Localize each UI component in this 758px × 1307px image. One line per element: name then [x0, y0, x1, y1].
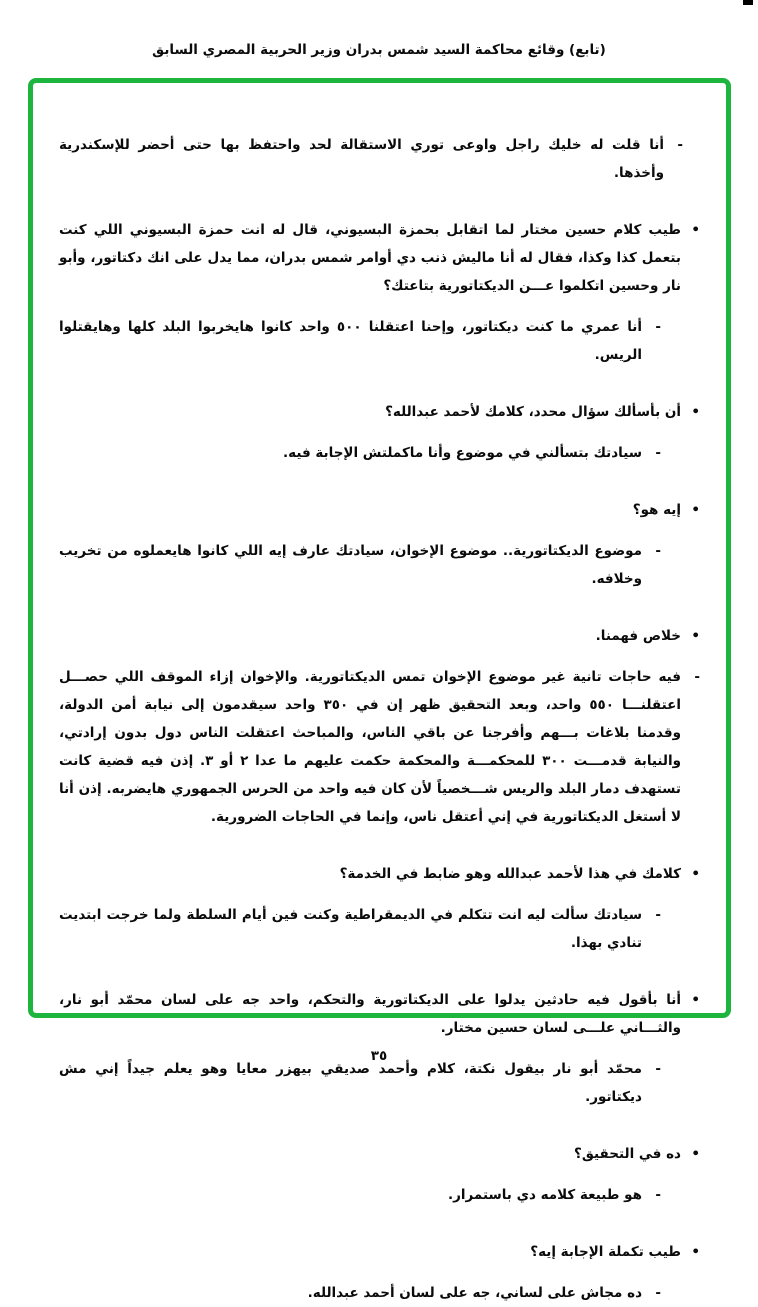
- dash-marker: -: [655, 543, 661, 559]
- dialog-item: [59, 537, 700, 593]
- dialog-item: [59, 1238, 700, 1266]
- dialog-text: موضوع الديكتاتورية.. موضوع الإخوان، سيادتك عارف إيه اللي كانوا هايعملوه من تخريب وخلافه.: [59, 543, 642, 587]
- dialog-item: [59, 1181, 700, 1209]
- dialog-text: طيب كلام حسين مختار لما اتقابل بحمزة البسيوني، قال له انت حمزة البسيوني اللي كنت بتعمل كذا وكذا، فقال له أنا ماليش ذنب دي أوامر شمس بدران، مما يدل على انك دكتاتور، وأبو نار وحسين اتكلموا عـــن الديكتاتورية بتاعتك؟: [59, 222, 681, 294]
- dialog-text: محمّد أبو نار بيقول نكتة، كلام وأحمد صديقي بيهزر معايا وهو يعلم جيداً إني مش ديكتاتور.: [59, 1061, 642, 1105]
- dialog-text: أنا بأقول فيه حادثين يدلوا على الديكتاتورية والتحكم، واحد جه على لسان محمّد أبو نار، والثـــاني علـــى لسان حسين مختار.: [59, 992, 681, 1036]
- dialog-item: [59, 901, 700, 957]
- page-header: (تابع) وقائع محاكمة السيد شمس بدران وزير الحربية المصري السابق: [152, 42, 606, 58]
- page-number: ٣٥: [370, 1048, 388, 1064]
- dash-marker: -: [655, 319, 661, 335]
- dialog-item: [59, 439, 700, 467]
- dialog-item: [59, 860, 700, 888]
- dash-marker: -: [694, 669, 700, 685]
- dialog-item: [59, 1140, 700, 1168]
- dialog-item: [59, 986, 700, 1042]
- bullet-marker: •: [691, 1244, 700, 1260]
- dialog-list: [33, 83, 726, 1301]
- document-frame: [28, 78, 731, 1301]
- dialog-text: هو طبيعة كلامه دي باستمرار.: [447, 1187, 642, 1203]
- dialog-text: ده في التحقيق؟: [574, 1146, 681, 1162]
- bullet-marker: •: [691, 502, 700, 518]
- dialog-text: أنا عمري ما كنت ديكتاتور، وإحنا اعتقلنا ٥٠٠ واحد كانوا هايخربوا البلد كلها وهايقتلوا الريس.: [59, 319, 642, 363]
- dash-marker: -: [677, 137, 683, 153]
- bullet-marker: •: [691, 992, 700, 1008]
- dialog-item: [59, 622, 700, 650]
- dialog-item: [59, 216, 700, 300]
- dialog-item: [59, 398, 700, 426]
- dialog-item: [59, 663, 700, 831]
- dialog-text: إيه هو؟: [632, 502, 681, 518]
- dialog-item: [59, 313, 700, 369]
- dash-marker: -: [655, 1061, 661, 1077]
- dash-marker: -: [655, 1187, 661, 1203]
- dialog-text: خلاص فهمنا.: [595, 628, 681, 644]
- bullet-marker: •: [691, 404, 700, 420]
- dialog-text: ده مجاش على لساني، جه على لسان أحمد عبدالله.: [307, 1285, 642, 1301]
- bullet-marker: •: [691, 628, 700, 644]
- dialog-text: سيادتك بتسألني في موضوع وأنا ماكملتش الإجابة فيه.: [283, 445, 642, 461]
- dialog-text: فيه حاجات تانية غير موضوع الإخوان تمس الديكتاتورية. والإخوان إزاء الموقف اللي حصـــل اعتقلنـــا ٥٥٠ واحد، وبعد التحقيق ظهر إن في ٣٥٠ واحد سيقدمون إلى نيابة أمن الدولة، وقدمنا بلاغات بـــهم وأفرجنا عن باقي الناس، والمباحث اعتقلت الناس دول بدون إرادتي، والنيابة قدمـــت ٣٠٠ للمحكمـــة والمحكمة حكمت عليهم ما عدا ٢ أو ٣. إذن فيه قضية كانت تستهدف دمار البلد والريس شـــخصياً لأن كان فيه واحد من الحرس الجمهوري هايضربه. إذن أنا لا أستغل الديكتاتورية في إني أعتقل ناس، وإنما في الحاجات الضرورية.: [59, 669, 682, 825]
- dialog-text: سيادتك سألت ليه انت تتكلم في الديمقراطية وكنت فين أيام السلطة ولما خرجت ابتديت تنادي بهذا.: [59, 907, 642, 951]
- dialog-item: [59, 1279, 700, 1307]
- dash-marker: -: [655, 1285, 661, 1301]
- dash-marker: -: [655, 907, 661, 923]
- dialog-text: أنا قلت له خليك راجل واوعى توري الاستقالة لحد واحتفظ بها حتى أحضر للإسكندرية وأخذها.: [59, 137, 664, 181]
- bullet-marker: •: [691, 866, 700, 882]
- dialog-text: كلامك في هذا لأحمد عبدالله وهو ضابط في الخدمة؟: [339, 866, 681, 882]
- dialog-text: طيب تكملة الإجابة إيه؟: [530, 1244, 681, 1260]
- corner-mark: [743, 0, 753, 5]
- dialog-item: [59, 496, 700, 524]
- bullet-marker: •: [691, 1146, 700, 1162]
- dialog-text: أن بأسألك سؤال محدد، كلامك لأحمد عبدالله؟: [385, 404, 681, 420]
- dash-marker: -: [655, 445, 661, 461]
- bullet-marker: •: [691, 222, 700, 238]
- dialog-item: [59, 131, 700, 187]
